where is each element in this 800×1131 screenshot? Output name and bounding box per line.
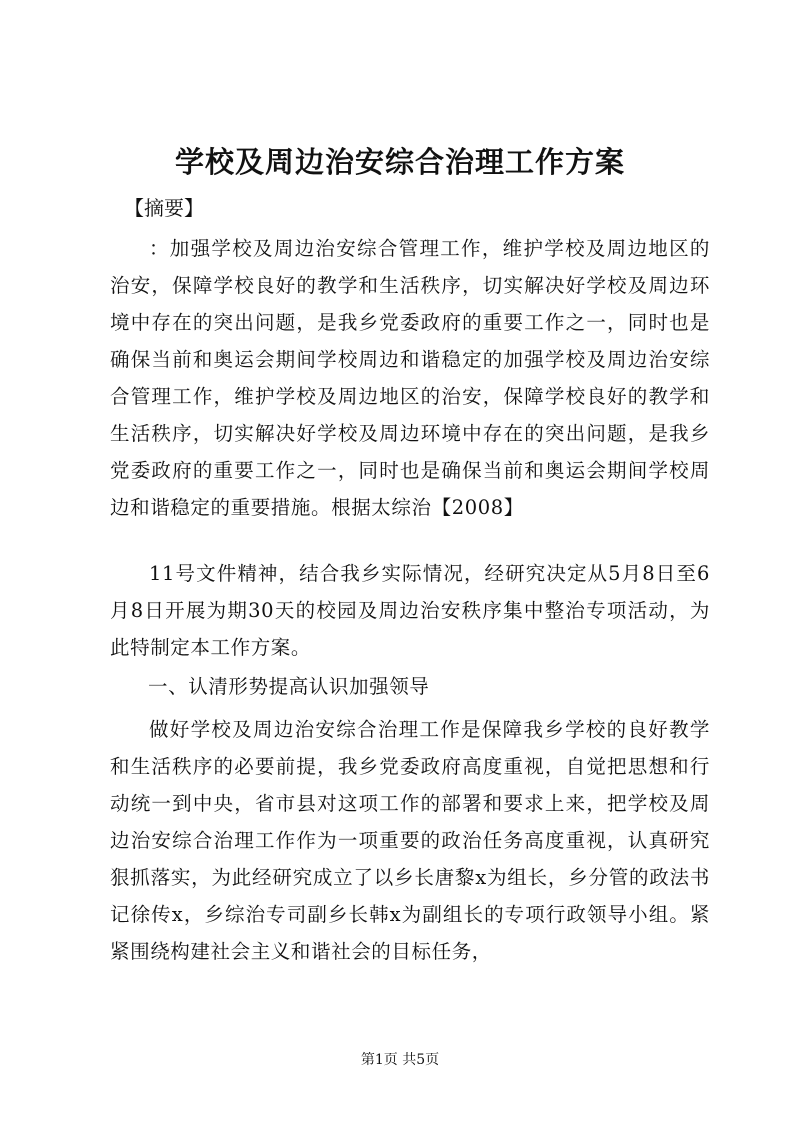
page-indicator: 第1页 共5页 xyxy=(360,1052,440,1068)
section-heading-1: 一、认清形势提高认识加强领导 xyxy=(148,675,430,698)
document-title: 学校及周边治安综合治理工作方案 xyxy=(174,145,625,179)
intro-paragraph: 11号文件精神，结合我乡实际情况，经研究决定从5月8日至6月8日开展为期30天的校园及周边治安秩序集中整治专项活动，为此特制定本工作方案。 xyxy=(110,562,710,659)
abstract-paragraph: ：加强学校及周边治安综合管理工作，维护学校及周边地区的治安，保障学校良好的教学和生活秩序，切实解决好学校及周边环境中存在的突出问题，是我乡党委政府的重要工作之一，同时也是确保当前和奥运会期间学校周边和谐稳定的加强学校及周边治安综合管理工作，维护学校及周边地区的治安，保障学校良好的教学和生活秩序，切实解决好学校及周边环境中存在的突出问题，是我乡党委政府的重要工作之一，同时也是确保当前和奥运会期间学校周边和谐稳定的重要措施。根据太综治【2008】 xyxy=(110,237,710,519)
abstract-label: 【摘要】 xyxy=(124,196,204,220)
section-1-paragraph: 做好学校及周边治安综合治理工作是保障我乡学校的良好教学和生活秩序的必要前提，我乡党委政府高度重视，自觉把思想和行动统一到中央，省市县对这项工作的部署和要求上来，把学校及周边治安综合治理工作作为一项重要的政治任务高度重视，认真研究狠抓落实，为此经研究成立了以乡长唐黎x为组长，乡分管的政法书记徐传x，乡综治专司副乡长韩x为副组长的专项行政领导小组。紧紧围绕构建社会主义和谐社会的目标任务， xyxy=(110,718,710,963)
